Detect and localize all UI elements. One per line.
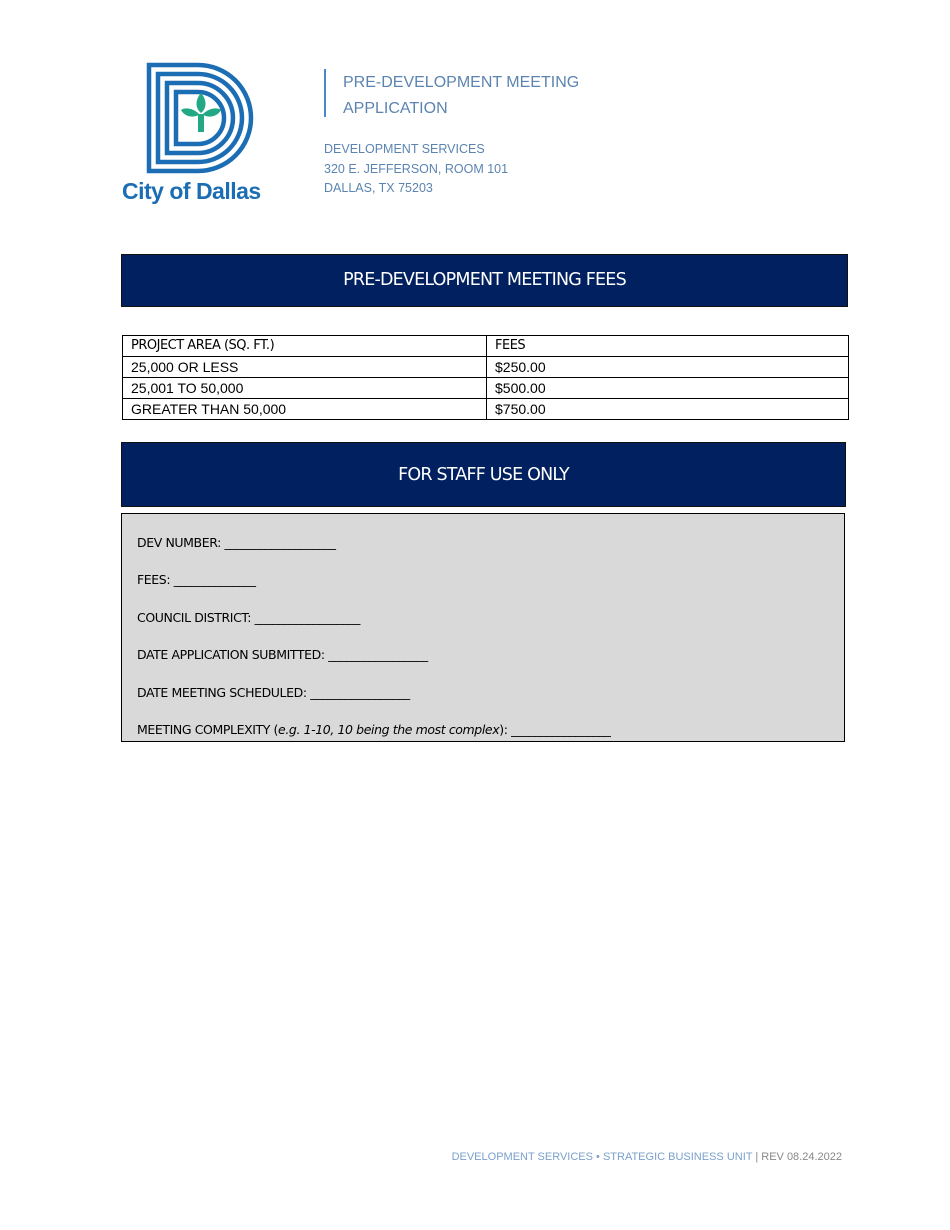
column-header-project-area: PROJECT AREA (SQ. FT.)	[123, 336, 487, 357]
complexity-label: MEETING COMPLEXITY (	[137, 722, 279, 737]
column-header-fees: FEES	[487, 336, 849, 357]
date-submitted-field[interactable]: DATE APPLICATION SUBMITTED: _________________	[137, 647, 428, 662]
page-footer	[452, 1151, 842, 1163]
footer-separator: |	[752, 1151, 762, 1163]
date-scheduled-field[interactable]: DATE MEETING SCHEDULED: _________________	[137, 685, 410, 700]
header-divider	[324, 69, 326, 117]
footer-revision: REV 08.24.2022	[761, 1151, 842, 1163]
complexity-blank: ): _________________	[499, 722, 611, 737]
project-area-cell: 25,001 TO 50,000	[123, 378, 487, 399]
dallas-d-logo-icon	[146, 62, 258, 174]
title-line-1: PRE-DEVELOPMENT MEETING	[343, 74, 580, 91]
fees-table-header	[123, 336, 849, 357]
staff-use-box	[121, 513, 845, 742]
address-line-2: DALLAS, TX 75203	[324, 181, 433, 195]
fees-field[interactable]: FEES: ______________	[137, 572, 256, 587]
fee-cell: $750.00	[487, 399, 849, 420]
fees-table	[122, 335, 849, 420]
footer-unit: DEVELOPMENT SERVICES • STRATEGIC BUSINESS UNIT	[451, 1151, 753, 1163]
table-row	[123, 357, 849, 378]
department-name: DEVELOPMENT SERVICES	[324, 142, 485, 156]
city-of-dallas-logo	[118, 58, 288, 208]
dev-number-field[interactable]: DEV NUMBER: ___________________	[137, 535, 336, 550]
fee-cell: $250.00	[487, 357, 849, 378]
council-district-field[interactable]: COUNCIL DISTRICT: __________________	[137, 610, 360, 625]
staff-section-banner: FOR STAFF USE ONLY	[121, 442, 846, 507]
table-row	[123, 378, 849, 399]
fee-cell: $500.00	[487, 378, 849, 399]
fees-section-banner: PRE-DEVELOPMENT MEETING FEES	[121, 254, 848, 307]
table-row	[123, 399, 849, 420]
project-area-cell: 25,000 OR LESS	[123, 357, 487, 378]
department-address	[324, 140, 508, 199]
project-area-cell: GREATER THAN 50,000	[123, 399, 487, 420]
title-line-2: APPLICATION	[343, 100, 448, 117]
complexity-hint: e.g. 1-10, 10 being the most complex	[278, 722, 500, 737]
logo-wordmark: City of Dallas	[122, 178, 261, 204]
application-title	[343, 70, 603, 122]
address-line-1: 320 E. JEFFERSON, ROOM 101	[324, 161, 509, 176]
meeting-complexity-field[interactable]	[137, 722, 611, 737]
